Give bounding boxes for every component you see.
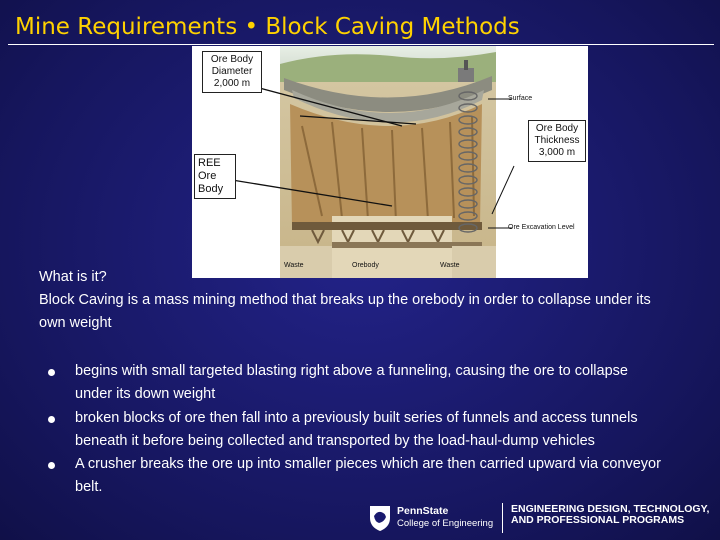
department-name: ENGINEERING DESIGN, TECHNOLOGY, AND PROFESSIONAL PROGRAMS xyxy=(511,503,710,526)
block-caving-diagram xyxy=(192,46,588,278)
intro-question: What is it? xyxy=(39,269,107,285)
bullet-dot-icon xyxy=(48,462,55,469)
bullet-dot-icon xyxy=(48,369,55,376)
slide-title: Mine Requirements • Block Caving Methods xyxy=(15,14,520,40)
label-ore-excavation-level: Ore Excavation Level xyxy=(508,224,575,231)
bullet-dot-icon xyxy=(48,416,55,423)
footer-divider xyxy=(502,503,503,533)
callout-ore-body-diameter: Ore Body Diameter 2,000 m xyxy=(202,51,262,93)
university-name: PennState xyxy=(397,505,449,517)
bullet-item: broken blocks of ore then fall into a previously built series of funnels and access tunnels beneath it before being collected and transported by the load-haul-dump vehicles xyxy=(48,407,668,454)
intro-definition: Block Caving is a mass mining method that breaks up the orebody in order to collapse under its own weight xyxy=(39,292,651,331)
penn-state-shield-icon xyxy=(368,504,392,532)
intro-text xyxy=(39,266,679,335)
callout-ree-ore-body: REE Ore Body xyxy=(194,154,236,199)
college-name: College of Engineering xyxy=(397,518,494,529)
label-surface: Surface xyxy=(508,95,533,102)
title-divider xyxy=(8,44,714,45)
callout-ore-body-thickness: Ore Body Thickness 3,000 m xyxy=(528,120,586,162)
headframe xyxy=(458,68,474,82)
label-waste-left: Waste xyxy=(284,262,304,269)
label-waste-right: Waste xyxy=(440,262,460,269)
bullet-item: A crusher breaks the ore up into smaller pieces which are then carried upward via conveyor belt. xyxy=(48,453,668,500)
bullet-item: begins with small targeted blasting right above a funneling, causing the ore to collapse under its down weight xyxy=(48,360,668,407)
bullet-list xyxy=(48,360,668,500)
label-orebody: Orebody xyxy=(352,262,379,269)
